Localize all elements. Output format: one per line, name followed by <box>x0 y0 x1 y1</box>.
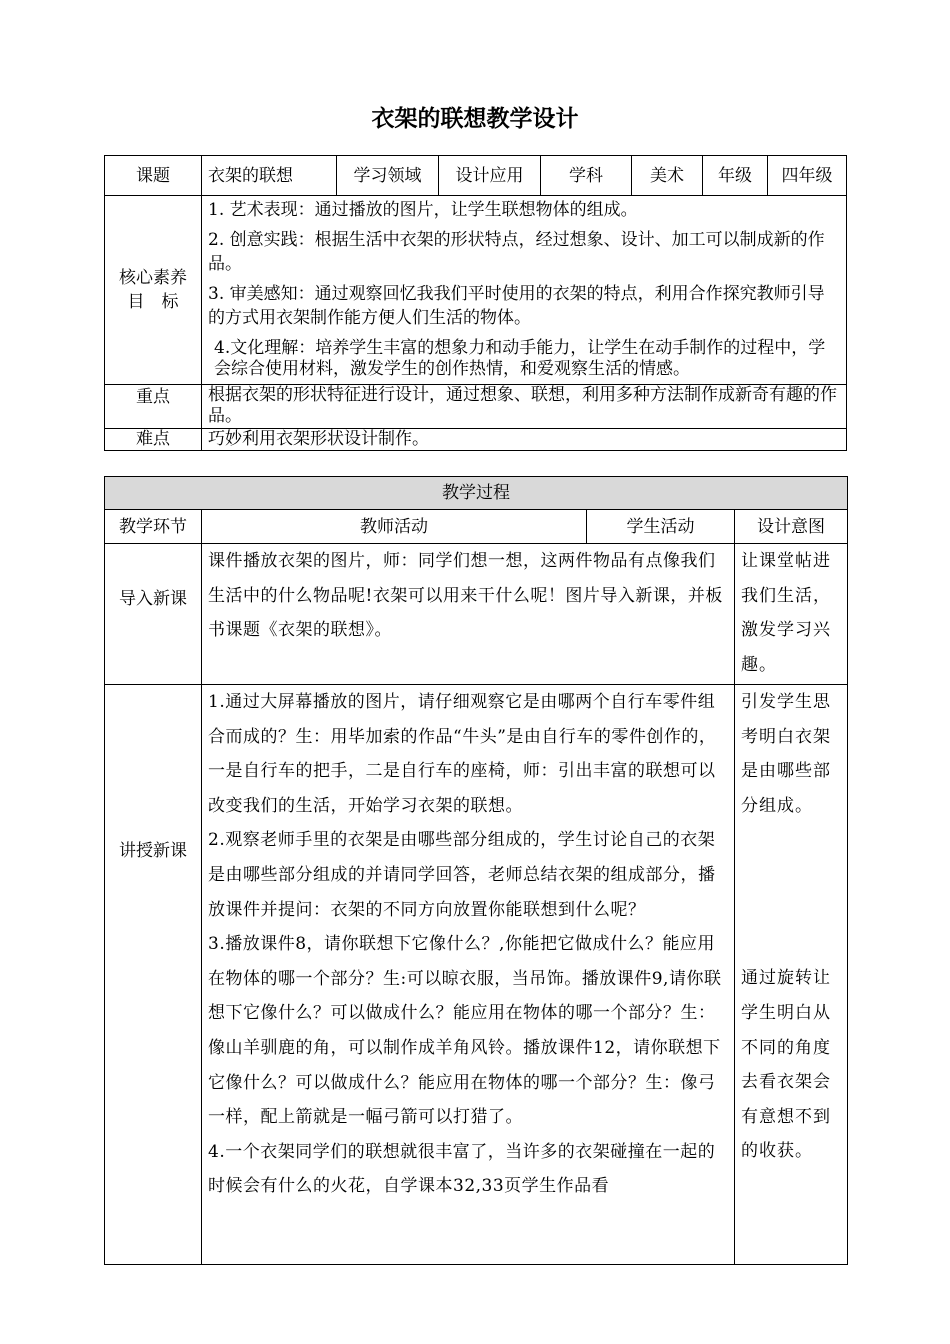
field-value: 设计应用 <box>439 156 541 196</box>
process-heading: 教学过程 <box>105 477 848 510</box>
difficult-value: 巧妙利用衣架形状设计制作。 <box>202 429 847 451</box>
core-goal-3: 3. 审美感知：通过观察回忆我我们平时使用的衣架的特点，利用合作探究教师引导的方式用衣架制作能方便人们生活的物体。 <box>208 284 825 328</box>
teach-step-2: 2.观察老师手里的衣架是由哪些部分组成的，学生讨论自己的衣架是由哪些部分组成的并请同学回答，老师总结衣架的组成部分，播放课件并提问：衣架的不同方向放置你能联想到什么呢？ <box>208 830 716 920</box>
key-value: 根据衣架的形状特征进行设计，通过想象、联想，利用多种方法制作成新奇有趣的作品。 <box>202 385 847 429</box>
col-stage: 教学环节 <box>105 510 202 544</box>
teach-intent-1: 引发学生思考明白衣架是由哪些部分组成。 <box>741 692 831 816</box>
subject-label: 学科 <box>541 156 632 196</box>
teach-teacher <box>202 685 735 1265</box>
core-goals <box>202 196 847 385</box>
col-student: 学生活动 <box>587 510 735 544</box>
process-table <box>104 476 848 1265</box>
core-goal-4: 4.文化理解：培养学生丰富的想象力和动手能力，让学生在动手制作的过程中，学会综合使用材料，激发学生的创作热情，和爱观察生活的情感。 <box>214 338 826 379</box>
intro-stage: 导入新课 <box>105 544 202 685</box>
grade-label: 年级 <box>703 156 768 196</box>
core-label: 核心素养 目 标 <box>105 196 202 385</box>
teach-step-1: 1.通过大屏幕播放的图片，请仔细观察它是由哪两个自行车零件组合而成的？生：用毕加索的作品“牛头”是由自行车的零件创作的，一是自行车的把手，二是自行车的座椅，师：引出丰富的联想可以改变我们的生活，开始学习衣架的联想。 <box>208 692 717 816</box>
grade-value: 四年级 <box>768 156 847 196</box>
lesson-value: 衣架的联想 <box>202 156 337 196</box>
teach-stage: 讲授新课 <box>105 685 202 1265</box>
field-label: 学习领域 <box>337 156 439 196</box>
key-label: 重点 <box>105 385 202 429</box>
lesson-label: 课题 <box>105 156 202 196</box>
core-goal-2: 2. 创意实践：根据生活中衣架的形状特点，经过想象、设计、加工可以制成新的作品。 <box>208 230 825 274</box>
intro-teacher: 课件播放衣架的图片，师：同学们想一想，这两件物品有点像我们生活中的什么物品呢!衣架可以用来干什么呢！图片导入新课，并板书课题《衣架的联想》。 <box>202 544 735 685</box>
core-goal-1: 1. 艺术表现：通过播放的图片，让学生联想物体的组成。 <box>208 200 638 220</box>
teach-intent-2: 通过旋转让学生明白从不同的角度去看衣架会有意想不到的收获。 <box>741 968 831 1162</box>
difficult-label: 难点 <box>105 429 202 451</box>
subject-value: 美术 <box>632 156 703 196</box>
teach-step-3: 3.播放课件8，请你联想下它像什么？,你能把它做成什么？能应用在物体的哪一个部分？生:可以晾衣服，当吊饰。播放课件9,请你联想下它像什么？可以做成什么？能应用在物体的哪一个部分？生：像山羊驯鹿的角，可以制作成羊角风铃。播放课件12，请你联想下它像什么？可以做成什么？能应用在物体的哪一个部分？生：像弓一样，配上箭就是一幅弓箭可以打猎了。 <box>208 934 722 1128</box>
teach-intent <box>735 685 848 1265</box>
teach-step-4: 4.一个衣架同学们的联想就很丰富了，当许多的衣架碰撞在一起的时候会有什么的火花，自学课本32,33页学生作品看 <box>208 1141 716 1197</box>
info-table <box>104 155 847 451</box>
col-intent: 设计意图 <box>735 510 848 544</box>
intro-intent: 让课堂帖进我们生活，激发学习兴趣。 <box>735 544 848 685</box>
page-title: 衣架的联想教学设计 <box>371 106 579 132</box>
col-teacher: 教师活动 <box>202 510 587 544</box>
